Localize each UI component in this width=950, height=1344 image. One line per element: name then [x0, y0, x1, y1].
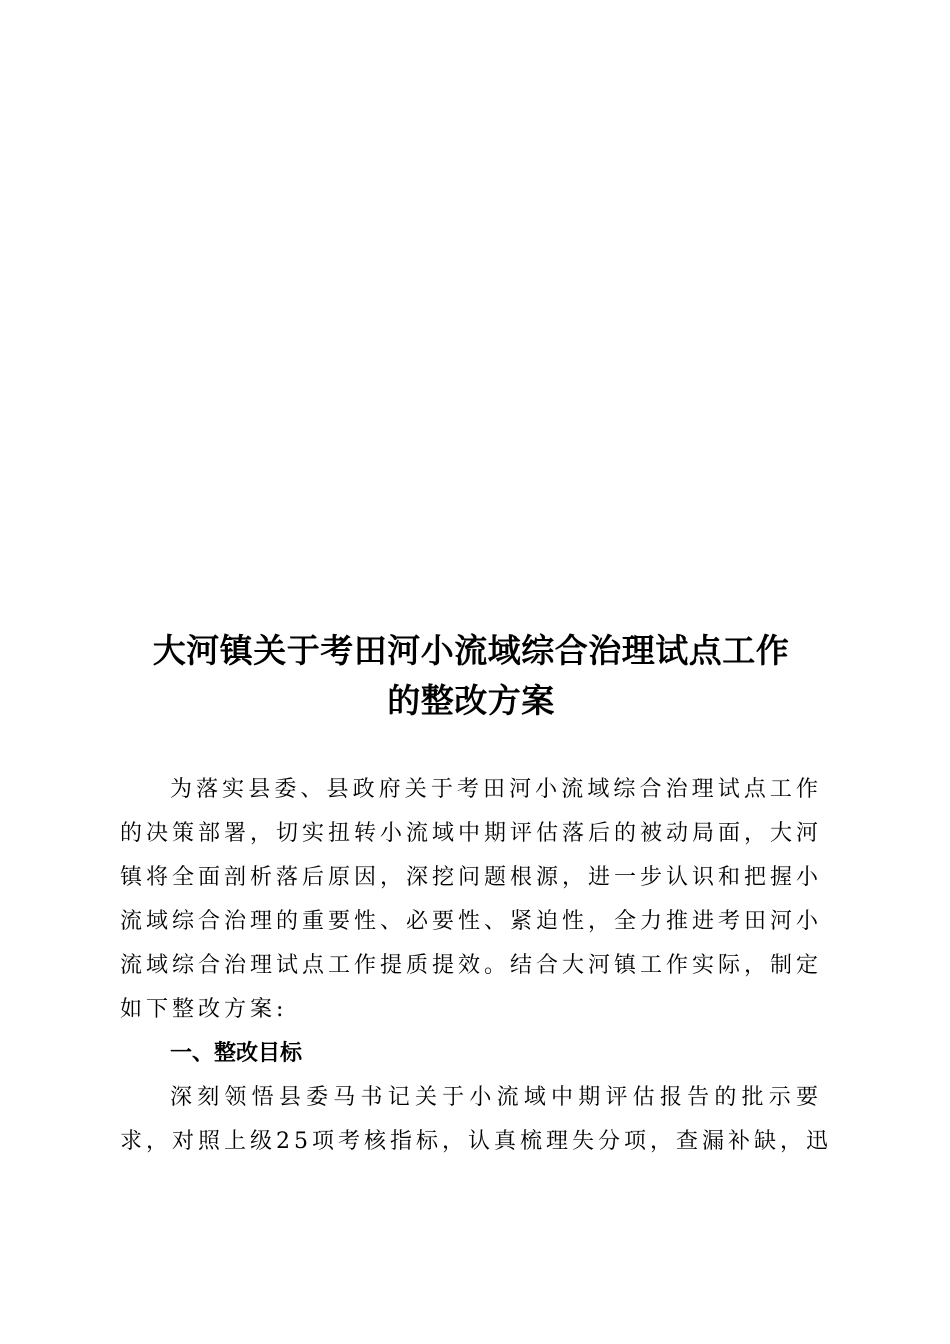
intro-paragraph-line: 的决策部署，切实扭转小流域中期评估落后的被动局面，大河 [120, 821, 823, 846]
title-line-2: 的整改方案 [387, 681, 555, 720]
intro-paragraph-line: 流域综合治理的重要性、必要性、紧迫性，全力推进考田河小 [120, 909, 823, 934]
intro-paragraph-line: 镇将全面剖析落后原因，深挖问题根源，进一步认识和把握小 [120, 865, 823, 890]
intro-paragraph-line: 流域综合治理试点工作提质提效。结合大河镇工作实际，制定 [120, 953, 823, 978]
section-heading-goals: 一、整改目标 [170, 1041, 303, 1066]
goals-paragraph-line: 深刻领悟县委马书记关于小流域中期评估报告的批示要 [170, 1085, 822, 1110]
title-line-1: 大河镇关于考田河小流域综合治理试点工作 [152, 631, 790, 670]
document-title [120, 626, 822, 726]
document-body [120, 771, 832, 1167]
goals-paragraph-line: 求，对照上级25项考核指标，认真梳理失分项，查漏补缺，迅 [120, 1129, 832, 1154]
intro-paragraph-line: 如下整改方案: [120, 997, 288, 1022]
intro-paragraph-line: 为落实县委、县政府关于考田河小流域综合治理试点工作 [170, 777, 822, 802]
